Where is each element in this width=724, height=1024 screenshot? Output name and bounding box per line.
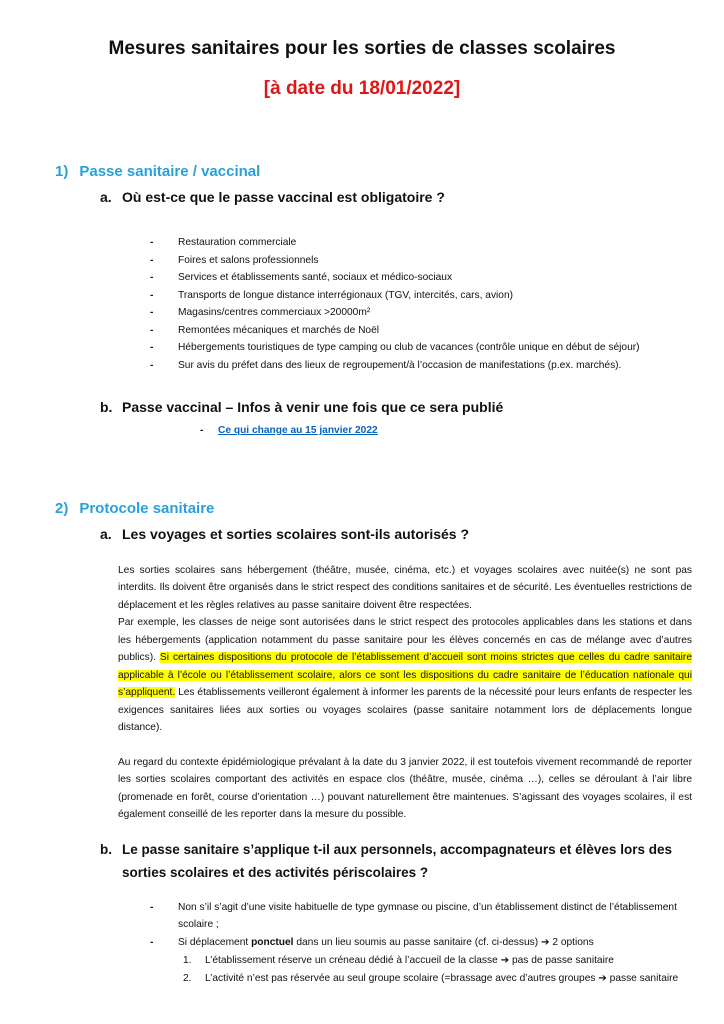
paragraph-segment: Par exemple, les classes de neige sont autorisées dans le strict respect des protocoles applicables dans les stations et dans les hébergements (application notamment du passe sanitaire pour les élèves concernés en cas de mélange avec d’autres publics). xyxy=(118,617,692,664)
options-numbered-list xyxy=(183,952,694,987)
dash-bullet: - xyxy=(150,324,154,336)
question-2b-marker: b. xyxy=(100,841,112,857)
highlighted-text: Si certaines dispositions du protocole de l’établissement d’accueil sont moins strictes que celles du cadre sanitaire applicable à l’école ou l’établissement scolaire, alors ce sont les dispositions du cadre sanitaire de l’éducation nationale qui s’appliquent. xyxy=(118,652,692,699)
paragraph-classes-de-neige xyxy=(118,614,692,737)
item-number: 1. xyxy=(183,955,192,967)
question-1b-marker: b. xyxy=(100,399,113,416)
list-item xyxy=(150,269,694,287)
list-item xyxy=(150,287,694,305)
question-2b-title: Le passe sanitaire s’applique t-il aux personnels, accompagnateurs et élèves lors des sorties scolaires et des activités périscolaires ? xyxy=(122,841,672,881)
list-item-text: Remontées mécaniques et marchés de Noël xyxy=(178,324,380,336)
question-1a-marker: a. xyxy=(100,188,112,205)
list-item-text: Hébergements touristiques de type camping ou club de vacances (contrôle unique en début de séjour) xyxy=(178,342,640,354)
numbered-item xyxy=(183,952,694,970)
question-1a-heading xyxy=(100,187,694,209)
question-2a-heading xyxy=(100,524,694,546)
link-row xyxy=(200,424,724,438)
section-1-heading xyxy=(55,163,724,180)
document-title: Mesures sanitaires pour les sorties de classes scolaires xyxy=(108,38,616,59)
text-segment: Si déplacement xyxy=(178,936,252,948)
section-passe-sanitaire xyxy=(0,163,724,438)
section-protocole-sanitaire xyxy=(0,500,724,987)
list-item-text: Sur avis du préfet dans des lieux de regroupement/à l’occasion de manifestations (p.ex. marchés). xyxy=(178,359,622,371)
numbered-item-text: L’activité n’est pas réservée au seul groupe scolaire (=brassage avec d’autres groupes ➔ passe sanitaire xyxy=(205,972,679,984)
answer-2b-list xyxy=(150,899,694,952)
paragraph-sorties-autorisees: Les sorties scolaires sans hébergement (théâtre, musée, cinéma, etc.) et voyages scolaires avec nuitée(s) ne sont pas interdits. Ils doivent être organisés dans le strict respect des conditions sanitaires et de sécurité. Les éventuelles restrictions de déplacement et les règles relatives au passe sanitaire doivent être respectées. xyxy=(118,564,692,611)
list-item xyxy=(150,234,694,252)
numbered-item xyxy=(183,970,694,988)
dash-bullet: - xyxy=(150,936,154,948)
list-item-text: Magasins/centres commerciaux >20000m² xyxy=(178,307,371,319)
question-2b-heading xyxy=(100,838,694,885)
section-2-title: Protocole sanitaire xyxy=(79,499,215,517)
list-item-text: Non s’il s’agit d’une visite habituelle de type gymnase ou piscine, d’un établissement distinct de l’établissement scolaire ; xyxy=(178,901,677,931)
question-2a-title: Les voyages et sorties scolaires sont-ils autorisés ? xyxy=(122,525,470,542)
dash-bullet: - xyxy=(150,254,154,266)
section-2-number: 2) xyxy=(55,499,69,517)
question-2a-marker: a. xyxy=(100,525,112,542)
text-segment: dans un lieu soumis au passe sanitaire (cf. ci-dessus) ➔ 2 options xyxy=(293,936,594,948)
list-item xyxy=(150,252,694,270)
dash-bullet: - xyxy=(150,237,154,249)
list-item xyxy=(150,357,694,375)
list-item-text: Services et établissements santé, sociaux et médico-sociaux xyxy=(178,272,453,284)
section-2-heading xyxy=(55,500,724,517)
dash-bullet: - xyxy=(150,901,154,913)
list-item-text: Foires et salons professionnels xyxy=(178,254,319,266)
list-item xyxy=(150,322,694,340)
dash-bullet: - xyxy=(150,342,154,354)
section-1-title: Passe sanitaire / vaccinal xyxy=(79,162,261,180)
question-1b-heading xyxy=(100,397,694,419)
list-item xyxy=(150,934,694,952)
dash-bullet: - xyxy=(150,289,154,301)
vaccine-pass-locations-list xyxy=(150,234,694,374)
list-item xyxy=(150,304,694,322)
dash-bullet: - xyxy=(150,272,154,284)
paragraph-segment: Les établissements veilleront également à informer les parents de la nécessité pour leurs enfants de respecter les exigences sanitaires liées aux sorties ou voyages scolaires (passe sanitaire notamment lors de déplacements longue distance). xyxy=(118,687,692,734)
list-item xyxy=(150,339,694,357)
dash-bullet: - xyxy=(200,424,204,436)
link-ce-qui-change-15-janvier[interactable]: Ce qui change au 15 janvier 2022 xyxy=(218,424,378,436)
section-1-number: 1) xyxy=(55,162,69,180)
dash-bullet: - xyxy=(150,359,154,371)
answer-2a-body xyxy=(118,562,692,824)
list-item-text: Restauration commerciale xyxy=(178,237,297,249)
numbered-item-text: L’établissement réserve un créneau dédié à l’accueil de la classe ➔ pas de passe sanitaire xyxy=(205,955,614,967)
question-1a-title: Où est-ce que le passe vaccinal est obligatoire ? xyxy=(122,188,445,205)
question-1b-title: Passe vaccinal – Infos à venir une fois que ce sera publié xyxy=(122,399,504,416)
list-item-text: Transports de longue distance interrégionaux (TGV, intercités, cars, avion) xyxy=(178,289,514,301)
list-item xyxy=(150,899,694,934)
list-item-text xyxy=(178,934,694,952)
document-subtitle-date: [à date du 18/01/2022] xyxy=(263,77,461,99)
item-number: 2. xyxy=(183,972,192,984)
paragraph-recommandation-report: Au regard du contexte épidémiologique prévalant à la date du 3 janvier 2022, il est toutefois vivement recommandé de reporter les sorties scolaires comportant des activités en espace clos (théâtre, musée, cinéma …), celles se déroulant à l’air libre (promenade en forêt, course d’orientation …) pouvant naturellement être maintenues. S’agissant des voyages scolaires, il est également conseillé de les reporter dans la mesure du possible. xyxy=(118,756,692,821)
dash-bullet: - xyxy=(150,307,154,319)
bold-word-ponctuel: ponctuel xyxy=(251,936,294,948)
